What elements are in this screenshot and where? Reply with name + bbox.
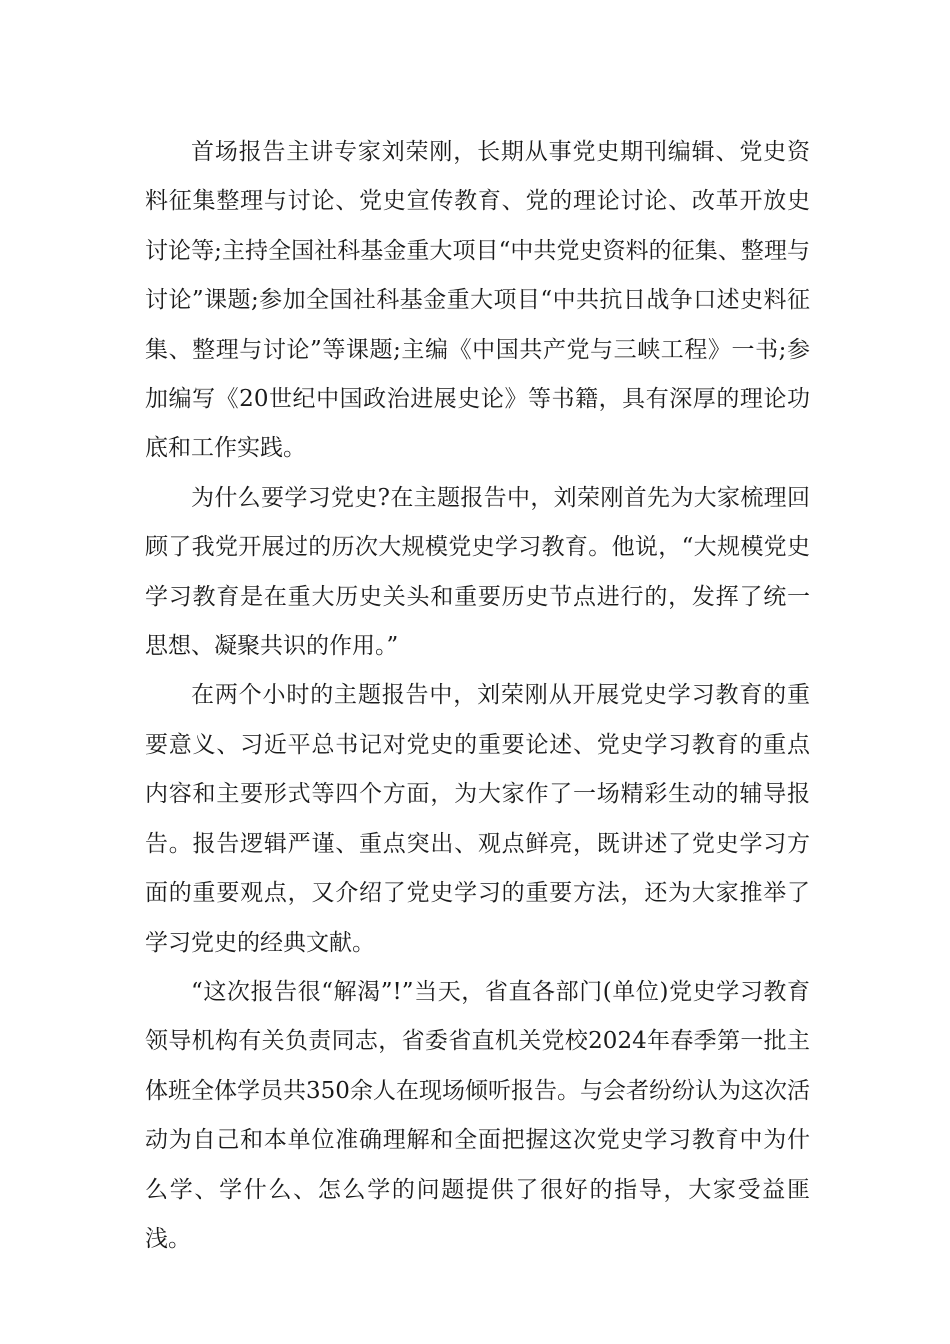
paragraph-why-study: 为什么要学习党史?在主题报告中，刘荣刚首先为大家梳理回顾了我党开展过的历次大规模党史学习教育。他说，“大规模党史学习教育是在重大历史关头和重要历史节点进行的，发挥了统一思想、凝聚共识的作用。” [145, 484, 810, 660]
document-body [145, 128, 810, 1264]
paragraph-expert-bio: 首场报告主讲专家刘荣刚，长期从事党史期刊编辑、党史资料征集整理与讨论、党史宣传教育、党的理论讨论、改革开放史讨论等;主持全国社科基金重大项目“中共党史资料的征集、整理与讨论”课题;参加全国社科基金重大项目“中共抗日战争口述史料征集、整理与讨论”等课题;主编《中国共产党与三峡工程》一书;参加编写《20世纪中国政治进展史论》等书籍，具有深厚的理论功底和工作实践。 [145, 139, 810, 462]
paragraph-audience-feedback: “这次报告很“解渴”!”当天，省直各部门(单位)党史学习教育领导机构有关负责同志，省委省直机关党校2024年春季第一批主体班全体学员共350余人在现场倾听报告。与会者纷纷认为这次活动为自己和本单位准确理解和全面把握这次党史学习教育中为什么学、学什么、怎么学的问题提供了很好的指导，大家受益匪浅。 [145, 978, 810, 1252]
paragraph-report-content: 在两个小时的主题报告中，刘荣刚从开展党史学习教育的重要意义、习近平总书记对党史的重要论述、党史学习教育的重点内容和主要形式等四个方面，为大家作了一场精彩生动的辅导报告。报告逻辑严谨、重点突出、观点鲜亮，既讲述了党史学习方面的重要观点，又介绍了党史学习的重要方法，还为大家推举了学习党史的经典文献。 [145, 682, 810, 956]
